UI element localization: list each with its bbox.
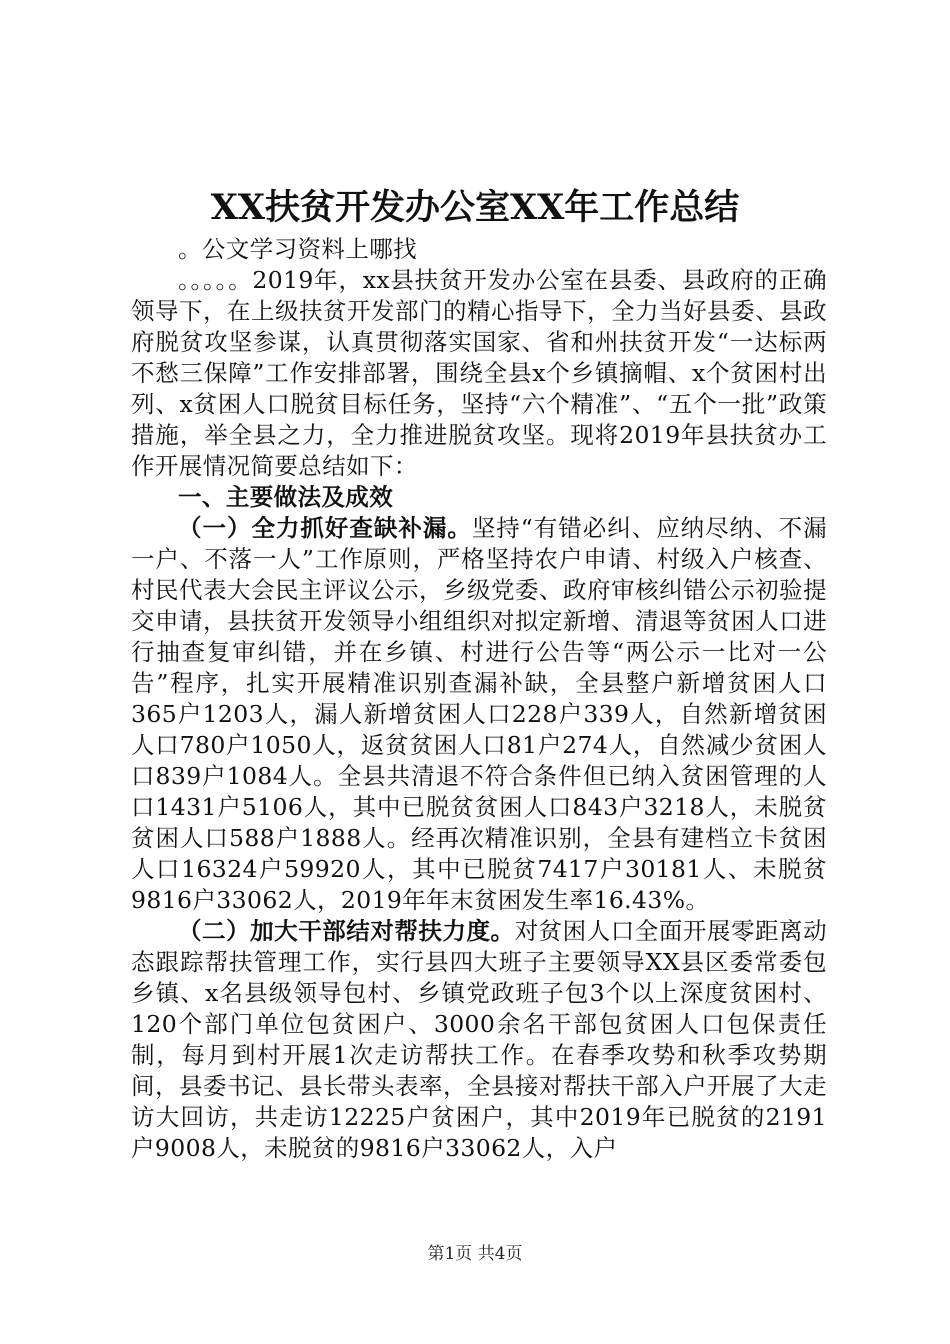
intro-paragraph: 。。。。。2019年，xx县扶贫开发办公室在县委、县政府的正确领导下，在上级扶贫开发部门的精心指导下，全力当好县委、县政府脱贫攻坚参谋，认真贯彻落实国家、省和州扶贫开发“一达标两不愁三保障”工作安排部署，围绕全县x个乡镇摘帽、x个贫困村出列、x贫困人口脱贫目标任务，坚持“六个精准”、“五个一批”政策措施，举全县之力，全力推进脱贫攻坚。现将2019年县扶贫办工作开展情况简要总结如下： bbox=[131, 266, 827, 480]
paragraph-2-text: 对贫困人口全面开展零距离动态跟踪帮扶管理工作，实行县四大班子主要领导XX县区委常委包乡镇、x名县级领导包村、乡镇党政班子包3个以上深度贫困村、120个部门单位包贫困户、3000余名干部包贫困人口包保责任制，每月到村开展1次走访帮扶工作。在春季攻势和秋季攻势期间，县委书记、县长带头表率，全县接对帮扶干部入户开展了大走访大回访，共走访12225户贫困户，其中2019年已脱贫的2191户9008人，未脱贫的9816户33062人，入户 bbox=[131, 917, 827, 1162]
paragraph-2-lead: （二）加大干部结对帮扶力度。 bbox=[178, 917, 515, 945]
body-paragraph-1 bbox=[131, 513, 827, 916]
body-paragraph-2 bbox=[131, 916, 827, 1164]
section-heading: 一、主要做法及成效 bbox=[178, 483, 394, 511]
subtitle-line: 。公文学习资料上哪找 bbox=[178, 235, 417, 263]
page-footer: 第1页 共4页 bbox=[427, 1244, 523, 1264]
paragraph-1-text: 坚持“有错必纠、应纳尽纳、不漏一户、不落一人”工作原则，严格坚持农户申请、村级入户核查、村民代表大会民主评议公示，乡级党委、政府审核纠错公示初验提交申请，县扶贫开发领导小组组织对拟定新增、清退等贫困人口进行抽查复审纠错，并在乡镇、村进行公告等“两公示一比对一公告”程序，扎实开展精准识别查漏补缺，全县整户新增贫困人口365户1203人，漏人新增贫困人口228户339人，自然新增贫困人口780户1050人，返贫贫困人口81户274人，自然减少贫困人口839户1084人。全县共清退不符合条件但已纳入贫困管理的人口1431户5106人，其中已脱贫贫困人口843户3218人，未脱贫贫困人口588户1888人。经再次精准识别，全县有建档立卡贫困人口16324户59920人，其中已脱贫7417户30181人、未脱贫9816户33062人，2019年年末贫困发生率16.43%。 bbox=[131, 514, 827, 914]
document-title: XX扶贫开发办公室XX年工作总结 bbox=[210, 187, 740, 228]
document-body bbox=[131, 234, 827, 1164]
paragraph-1-lead: （一）全力抓好查缺补漏。 bbox=[178, 514, 472, 542]
